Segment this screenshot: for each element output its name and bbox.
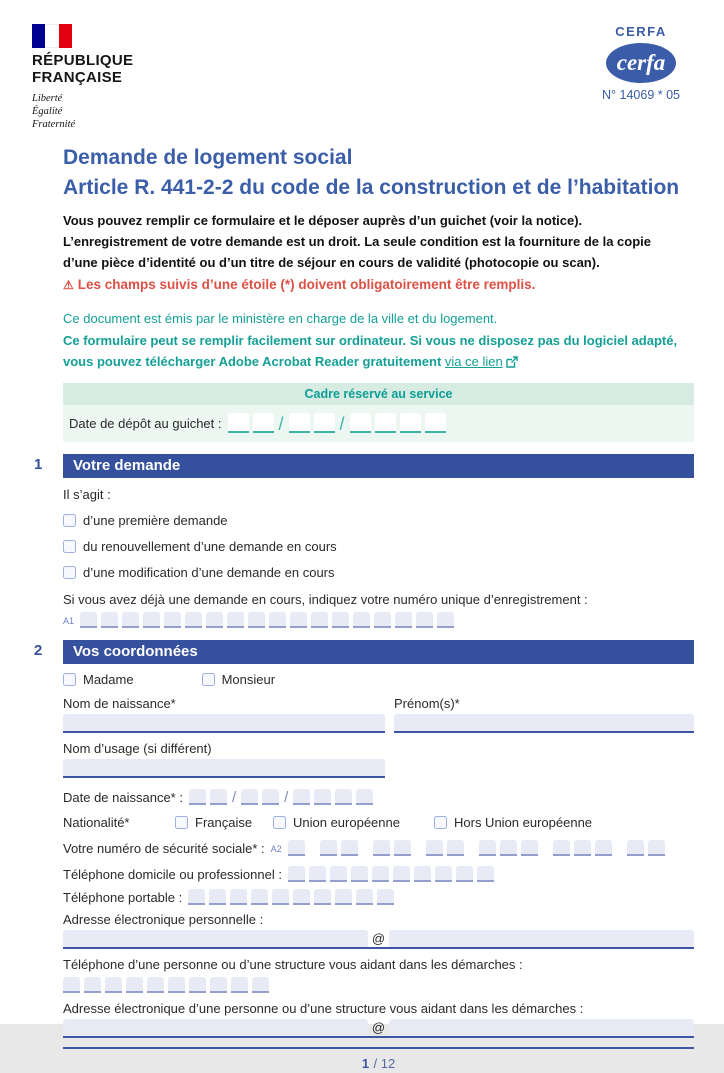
phone-mobile-label: Téléphone portable :	[63, 890, 183, 905]
char-box[interactable]	[143, 612, 160, 628]
at-sign: @	[368, 1019, 389, 1038]
nationality-label: Nationalité*	[63, 815, 130, 830]
section-2-title: Vos coordonnées	[63, 640, 694, 664]
field-tag-a1: A1	[63, 616, 75, 626]
char-box[interactable]	[395, 612, 412, 628]
char-box[interactable]	[447, 840, 464, 856]
char-box[interactable]	[350, 413, 371, 433]
char-box[interactable]	[341, 840, 358, 856]
char-box[interactable]	[353, 612, 370, 628]
phone-mobile-row	[63, 889, 694, 905]
page-footer	[63, 1047, 694, 1073]
intro-paragraph-1: Vous pouvez remplir ce formulaire et le déposer auprès d’un guichet (voir la notice).	[63, 213, 583, 228]
char-box[interactable]	[335, 789, 352, 805]
option-monsieur[interactable]	[202, 672, 275, 687]
republic-line1: RÉPUBLIQUE	[32, 52, 134, 69]
char-box[interactable]	[394, 840, 411, 856]
char-box[interactable]	[251, 889, 268, 905]
registration-number-row	[63, 612, 694, 628]
char-box[interactable]	[288, 866, 305, 882]
char-box[interactable]	[311, 612, 328, 628]
char-box[interactable]	[393, 866, 410, 882]
section-2-number: 2	[34, 642, 43, 659]
char-box[interactable]	[147, 977, 164, 993]
email-personal-label: Adresse électronique personnelle :	[63, 912, 264, 927]
char-box[interactable]	[425, 413, 446, 433]
firstname-input[interactable]	[394, 714, 694, 733]
form-title: Demande de logement social	[63, 146, 353, 169]
email-personal-block	[63, 912, 694, 949]
checkbox-icon[interactable]	[63, 673, 76, 686]
char-box[interactable]	[248, 612, 265, 628]
firstname-label: Prénom(s)*	[394, 696, 460, 711]
char-box[interactable]	[210, 789, 227, 805]
name-fields-row	[63, 696, 694, 733]
option-label: d’une modification d’une demande en cours	[83, 565, 335, 580]
char-box[interactable]	[374, 612, 391, 628]
phone-home-row	[63, 866, 694, 882]
email-domain-input[interactable]	[389, 930, 694, 949]
option-premiere-demande[interactable]	[63, 513, 694, 528]
char-box[interactable]	[290, 612, 307, 628]
char-box[interactable]	[309, 866, 326, 882]
char-box[interactable]	[126, 977, 143, 993]
char-box[interactable]	[206, 612, 223, 628]
char-box[interactable]	[456, 866, 473, 882]
char-box[interactable]	[293, 789, 310, 805]
usage-name-label: Nom d’usage (si différent)	[63, 741, 212, 756]
registration-number-boxes	[80, 612, 454, 628]
civility-row	[63, 672, 694, 687]
phone-home-label: Téléphone domicile ou professionnel :	[63, 867, 282, 882]
char-box[interactable]	[332, 612, 349, 628]
ssn-label: Votre numéro de sécurité sociale* :	[63, 841, 265, 856]
usage-name-block	[63, 741, 694, 778]
char-box[interactable]	[228, 413, 249, 433]
warning-icon: ⚠	[63, 278, 74, 292]
option-label: Française	[195, 815, 253, 830]
char-box[interactable]	[314, 889, 331, 905]
helper-phone-boxes	[63, 977, 269, 993]
helper-phone-block	[63, 957, 694, 993]
ministry-note: Ce document est émis par le ministère en charge de la ville et du logement.	[63, 311, 498, 326]
char-box[interactable]	[288, 840, 305, 856]
intro-paragraph-2: L’enregistrement de votre demande est un droit. La seule condition est la fourniture de la copie d’une pièce d’identité ou d’un titre de séjour en cours de validité (photocopie ou scan).	[63, 234, 652, 270]
char-box[interactable]	[330, 866, 347, 882]
required-fields-warning: ⚠ Les champs suivis d’une étoile (*) doivent obligatoirement être remplis.	[63, 277, 536, 292]
char-box[interactable]	[231, 977, 248, 993]
date-separator: /	[278, 414, 284, 434]
option-francaise[interactable]	[175, 815, 273, 830]
helper-email-local-input[interactable]	[63, 1019, 368, 1038]
helper-email-block	[63, 1001, 694, 1038]
char-box[interactable]	[356, 789, 373, 805]
char-box[interactable]	[356, 889, 373, 905]
date-separator: /	[339, 414, 345, 434]
option-label: Hors Union européenne	[454, 815, 593, 830]
option-label: du renouvellement d’une demande en cours	[83, 539, 337, 554]
acrobat-download-link[interactable]: via ce lien	[444, 354, 503, 369]
char-box[interactable]	[80, 612, 97, 628]
char-box[interactable]	[314, 413, 335, 433]
char-box[interactable]	[414, 866, 431, 882]
char-box[interactable]	[230, 889, 247, 905]
char-box[interactable]	[426, 840, 443, 856]
phone-home-boxes	[288, 866, 494, 882]
birth-date-boxes	[189, 789, 373, 805]
char-box[interactable]	[377, 889, 394, 905]
char-box[interactable]	[253, 413, 274, 433]
service-reserved-frame	[63, 383, 694, 442]
char-box[interactable]	[164, 612, 181, 628]
option-renouvellement[interactable]	[63, 539, 694, 554]
republic-motto: Liberté Égalité Fraternité	[32, 93, 76, 130]
at-sign: @	[368, 930, 389, 949]
char-box[interactable]	[373, 840, 390, 856]
page-number: 1	[361, 1056, 370, 1071]
char-box[interactable]	[188, 889, 205, 905]
checkbox-icon[interactable]	[63, 540, 76, 553]
char-box[interactable]	[574, 840, 591, 856]
birth-name-label: Nom de naissance*	[63, 696, 176, 711]
char-box[interactable]	[63, 977, 80, 993]
option-label: Madame	[83, 672, 134, 687]
char-box[interactable]	[314, 789, 331, 805]
page-total: / 12	[373, 1056, 396, 1071]
phone-mobile-boxes	[188, 889, 394, 905]
char-box[interactable]	[122, 612, 139, 628]
cerfa-oval-icon: cerfa	[606, 43, 676, 83]
char-box[interactable]	[320, 840, 337, 856]
char-box[interactable]	[101, 612, 118, 628]
cerfa-word: CERFA	[615, 24, 667, 39]
char-box[interactable]	[272, 889, 289, 905]
option-madame[interactable]	[63, 672, 134, 687]
birth-date-label: Date de naissance* :	[63, 790, 183, 805]
char-box[interactable]	[252, 977, 269, 993]
checkbox-icon[interactable]	[434, 816, 447, 829]
char-box[interactable]	[189, 977, 206, 993]
birth-name-input[interactable]	[63, 714, 385, 733]
option-label: Monsieur	[221, 672, 276, 687]
ssn-boxes	[288, 840, 665, 856]
char-box[interactable]	[351, 866, 368, 882]
char-box[interactable]	[400, 413, 421, 433]
french-flag-icon	[32, 24, 72, 48]
form-subtitle: Article R. 441-2-2 du code de la construction et de l’habitation	[63, 176, 680, 199]
char-box[interactable]	[521, 840, 538, 856]
char-box[interactable]	[105, 977, 122, 993]
email-local-input[interactable]	[63, 930, 368, 949]
section-1-title: Votre demande	[63, 454, 694, 478]
char-box[interactable]	[479, 840, 496, 856]
external-link-icon	[506, 353, 518, 374]
char-box[interactable]	[262, 789, 279, 805]
email-personal-line	[63, 930, 694, 949]
checkbox-icon[interactable]	[63, 514, 76, 527]
char-box[interactable]	[416, 612, 433, 628]
helper-email-line	[63, 1019, 694, 1038]
char-box[interactable]	[209, 889, 226, 905]
helper-email-label: Adresse électronique d’une personne ou d’une structure vous aidant dans les démarches :	[63, 1001, 584, 1016]
char-box[interactable]	[375, 413, 396, 433]
char-box[interactable]	[437, 612, 454, 628]
birth-date-row	[63, 789, 694, 805]
char-box[interactable]	[210, 977, 227, 993]
cerfa-logo-block	[602, 24, 680, 102]
char-box[interactable]	[185, 612, 202, 628]
field-tag-a2: A2	[270, 844, 282, 854]
checkbox-icon[interactable]	[63, 566, 76, 579]
char-box[interactable]	[595, 840, 612, 856]
option-modification[interactable]	[63, 565, 694, 580]
deposit-date-label: Date de dépôt au guichet :	[69, 416, 222, 431]
helper-phone-label: Téléphone d’une personne ou d’une structure vous aidant dans les démarches :	[63, 957, 523, 972]
checkbox-icon[interactable]	[175, 816, 188, 829]
char-box[interactable]	[241, 789, 258, 805]
republic-line2: FRANÇAISE	[32, 69, 123, 86]
cerfa-number: N° 14069 * 05	[602, 88, 680, 102]
checkbox-icon[interactable]	[202, 673, 215, 686]
char-box[interactable]	[627, 840, 644, 856]
deposit-date-row	[63, 405, 694, 442]
char-box[interactable]	[372, 866, 389, 882]
char-box[interactable]	[189, 789, 206, 805]
char-box[interactable]	[435, 866, 452, 882]
section-1-number: 1	[34, 456, 43, 473]
date-separator: /	[231, 789, 237, 806]
char-box[interactable]	[289, 413, 310, 433]
helper-email-domain-input[interactable]	[389, 1019, 694, 1038]
char-box[interactable]	[335, 889, 352, 905]
page-header	[30, 24, 694, 131]
char-box[interactable]	[293, 889, 310, 905]
char-box[interactable]	[500, 840, 517, 856]
char-box[interactable]	[168, 977, 185, 993]
republic-name	[32, 52, 133, 86]
date-separator: /	[284, 789, 289, 806]
option-label: Union européenne	[293, 815, 400, 830]
char-box[interactable]	[477, 866, 494, 882]
nationality-row	[63, 815, 694, 830]
ssn-row	[63, 840, 694, 856]
option-hors-union-europeenne[interactable]	[434, 815, 592, 830]
request-type-label: Il s’agit :	[63, 487, 111, 502]
char-box[interactable]	[227, 612, 244, 628]
option-label: d’une première demande	[83, 513, 228, 528]
checkbox-icon[interactable]	[273, 816, 286, 829]
option-union-europeenne[interactable]	[273, 815, 434, 830]
republique-francaise-logo	[30, 24, 133, 131]
deposit-date-boxes	[228, 413, 446, 433]
char-box[interactable]	[553, 840, 570, 856]
existing-request-label: Si vous avez déjà une demande en cours, indiquez votre numéro unique d’enregistrement :	[63, 592, 588, 607]
section-1-header	[34, 454, 694, 478]
usage-name-input[interactable]	[63, 759, 385, 778]
section-2-header	[34, 640, 694, 664]
service-banner: Cadre réservé au service	[63, 383, 694, 405]
char-box[interactable]	[84, 977, 101, 993]
char-box[interactable]	[269, 612, 286, 628]
char-box[interactable]	[648, 840, 665, 856]
software-note: Ce formulaire peut se remplir facilement sur ordinateur. Si vous ne disposez pas du logiciel adapté, vous pouvez télécharger Adobe Acrobat Reader gratuitement via ce lien	[63, 330, 693, 374]
